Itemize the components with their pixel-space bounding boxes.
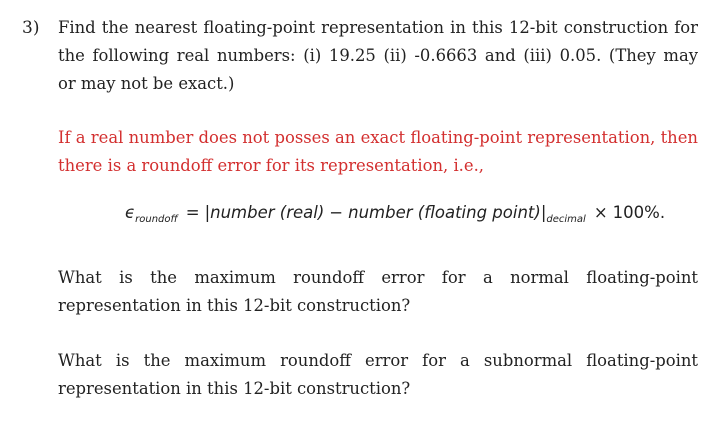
roundoff-note-line: If a real number does not posses an exact floating-point representation, then — [58, 128, 698, 147]
formula-close-bar: | — [540, 203, 547, 222]
roundoff-note-line: there is a roundoff error for its representation, i.e., — [58, 156, 485, 175]
question-intro-line: Find the nearest floating-point representation in this 12-bit construction for — [58, 18, 698, 37]
question-intro-line: the following real numbers: (i) 19.25 (ii) -0.6663 and (iii) 0.05. (They may — [58, 46, 698, 65]
question-intro-line: or may not be exact.) — [58, 74, 235, 93]
formula-epsilon: ϵ — [125, 203, 136, 222]
formula-minus: − — [329, 203, 344, 222]
subnormal-question-line: representation in this 12-bit construction? — [58, 379, 411, 398]
roundoff-formula — [125, 203, 666, 225]
subnormal-question-line: What is the maximum roundoff error for a subnormal floating-point — [58, 351, 698, 370]
normal-roundoff-question — [58, 264, 698, 320]
formula-decimal-subscript: decimal — [546, 214, 586, 225]
formula-percent: 100%. — [612, 203, 666, 222]
formula-term-real: number (real) — [210, 203, 325, 222]
formula-open-bar: | — [204, 203, 211, 222]
formula-times: × — [593, 203, 608, 222]
question-number: 3) — [22, 18, 40, 38]
formula-equals: = — [185, 203, 200, 222]
subnormal-roundoff-question — [58, 347, 698, 403]
question-intro — [58, 14, 698, 98]
formula-term-floating: number (floating point) — [348, 203, 541, 222]
normal-question-line: representation in this 12-bit construction? — [58, 296, 411, 315]
formula-epsilon-subscript: roundoff — [135, 214, 178, 225]
normal-question-line: What is the maximum roundoff error for a normal floating-point — [58, 268, 698, 287]
roundoff-note — [58, 124, 698, 180]
